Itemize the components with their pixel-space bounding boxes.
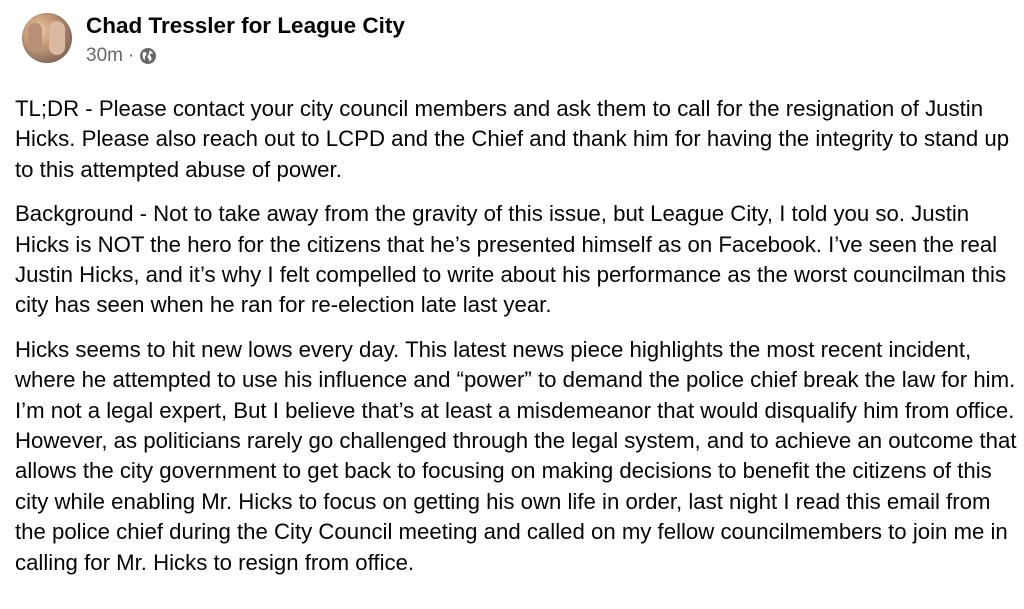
post-meta (86, 13, 405, 68)
post-timestamp[interactable]: 30m (86, 45, 123, 66)
post-subline (86, 44, 405, 68)
avatar[interactable] (22, 13, 72, 63)
post-header (22, 13, 405, 68)
globe-icon[interactable] (139, 47, 157, 65)
post-body (15, 94, 1020, 592)
post-paragraph-tldr: TL;DR - Please contact your city council members and ask them to call for the resignation of Justin Hicks. Please also reach out to LCPD and the Chief and thank him for having the integrity to stand up to this attempted abuse of power. (15, 96, 1010, 182)
author-name[interactable]: Chad Tressler for League City (86, 13, 405, 38)
post-paragraph-details: Hicks seems to hit new lows every day. This latest news piece highlights the most recent incident, where he attempted to use his influence and “power” to demand the police chief break the law for him. I’m not a legal expert, But I believe that’s at least a misdemeanor that would disqualify him from office. However, as politicians rarely go challenged through the legal system, and to achieve an outcome that allows the city government to get back to focusing on making decisions to benefit the citizens of this city while enabling Mr. Hicks to focus on getting his own life in order, last night I read this email from the police chief during the City Council meeting and called on my fellow councilmembers to join me in calling for Mr. Hicks to resign from office. (15, 336, 1017, 575)
post-paragraph-background: Background - Not to take away from the gravity of this issue, but League City, I told you so. Justin Hicks is NOT the hero for the citizens that he’s presented himself as on Facebook. I’ve seen the real Justin Hicks, and it’s why I felt compelled to write about his performance as the worst councilman this city has seen when he ran for re-election late last year. (15, 201, 1007, 318)
separator: · (127, 45, 135, 66)
